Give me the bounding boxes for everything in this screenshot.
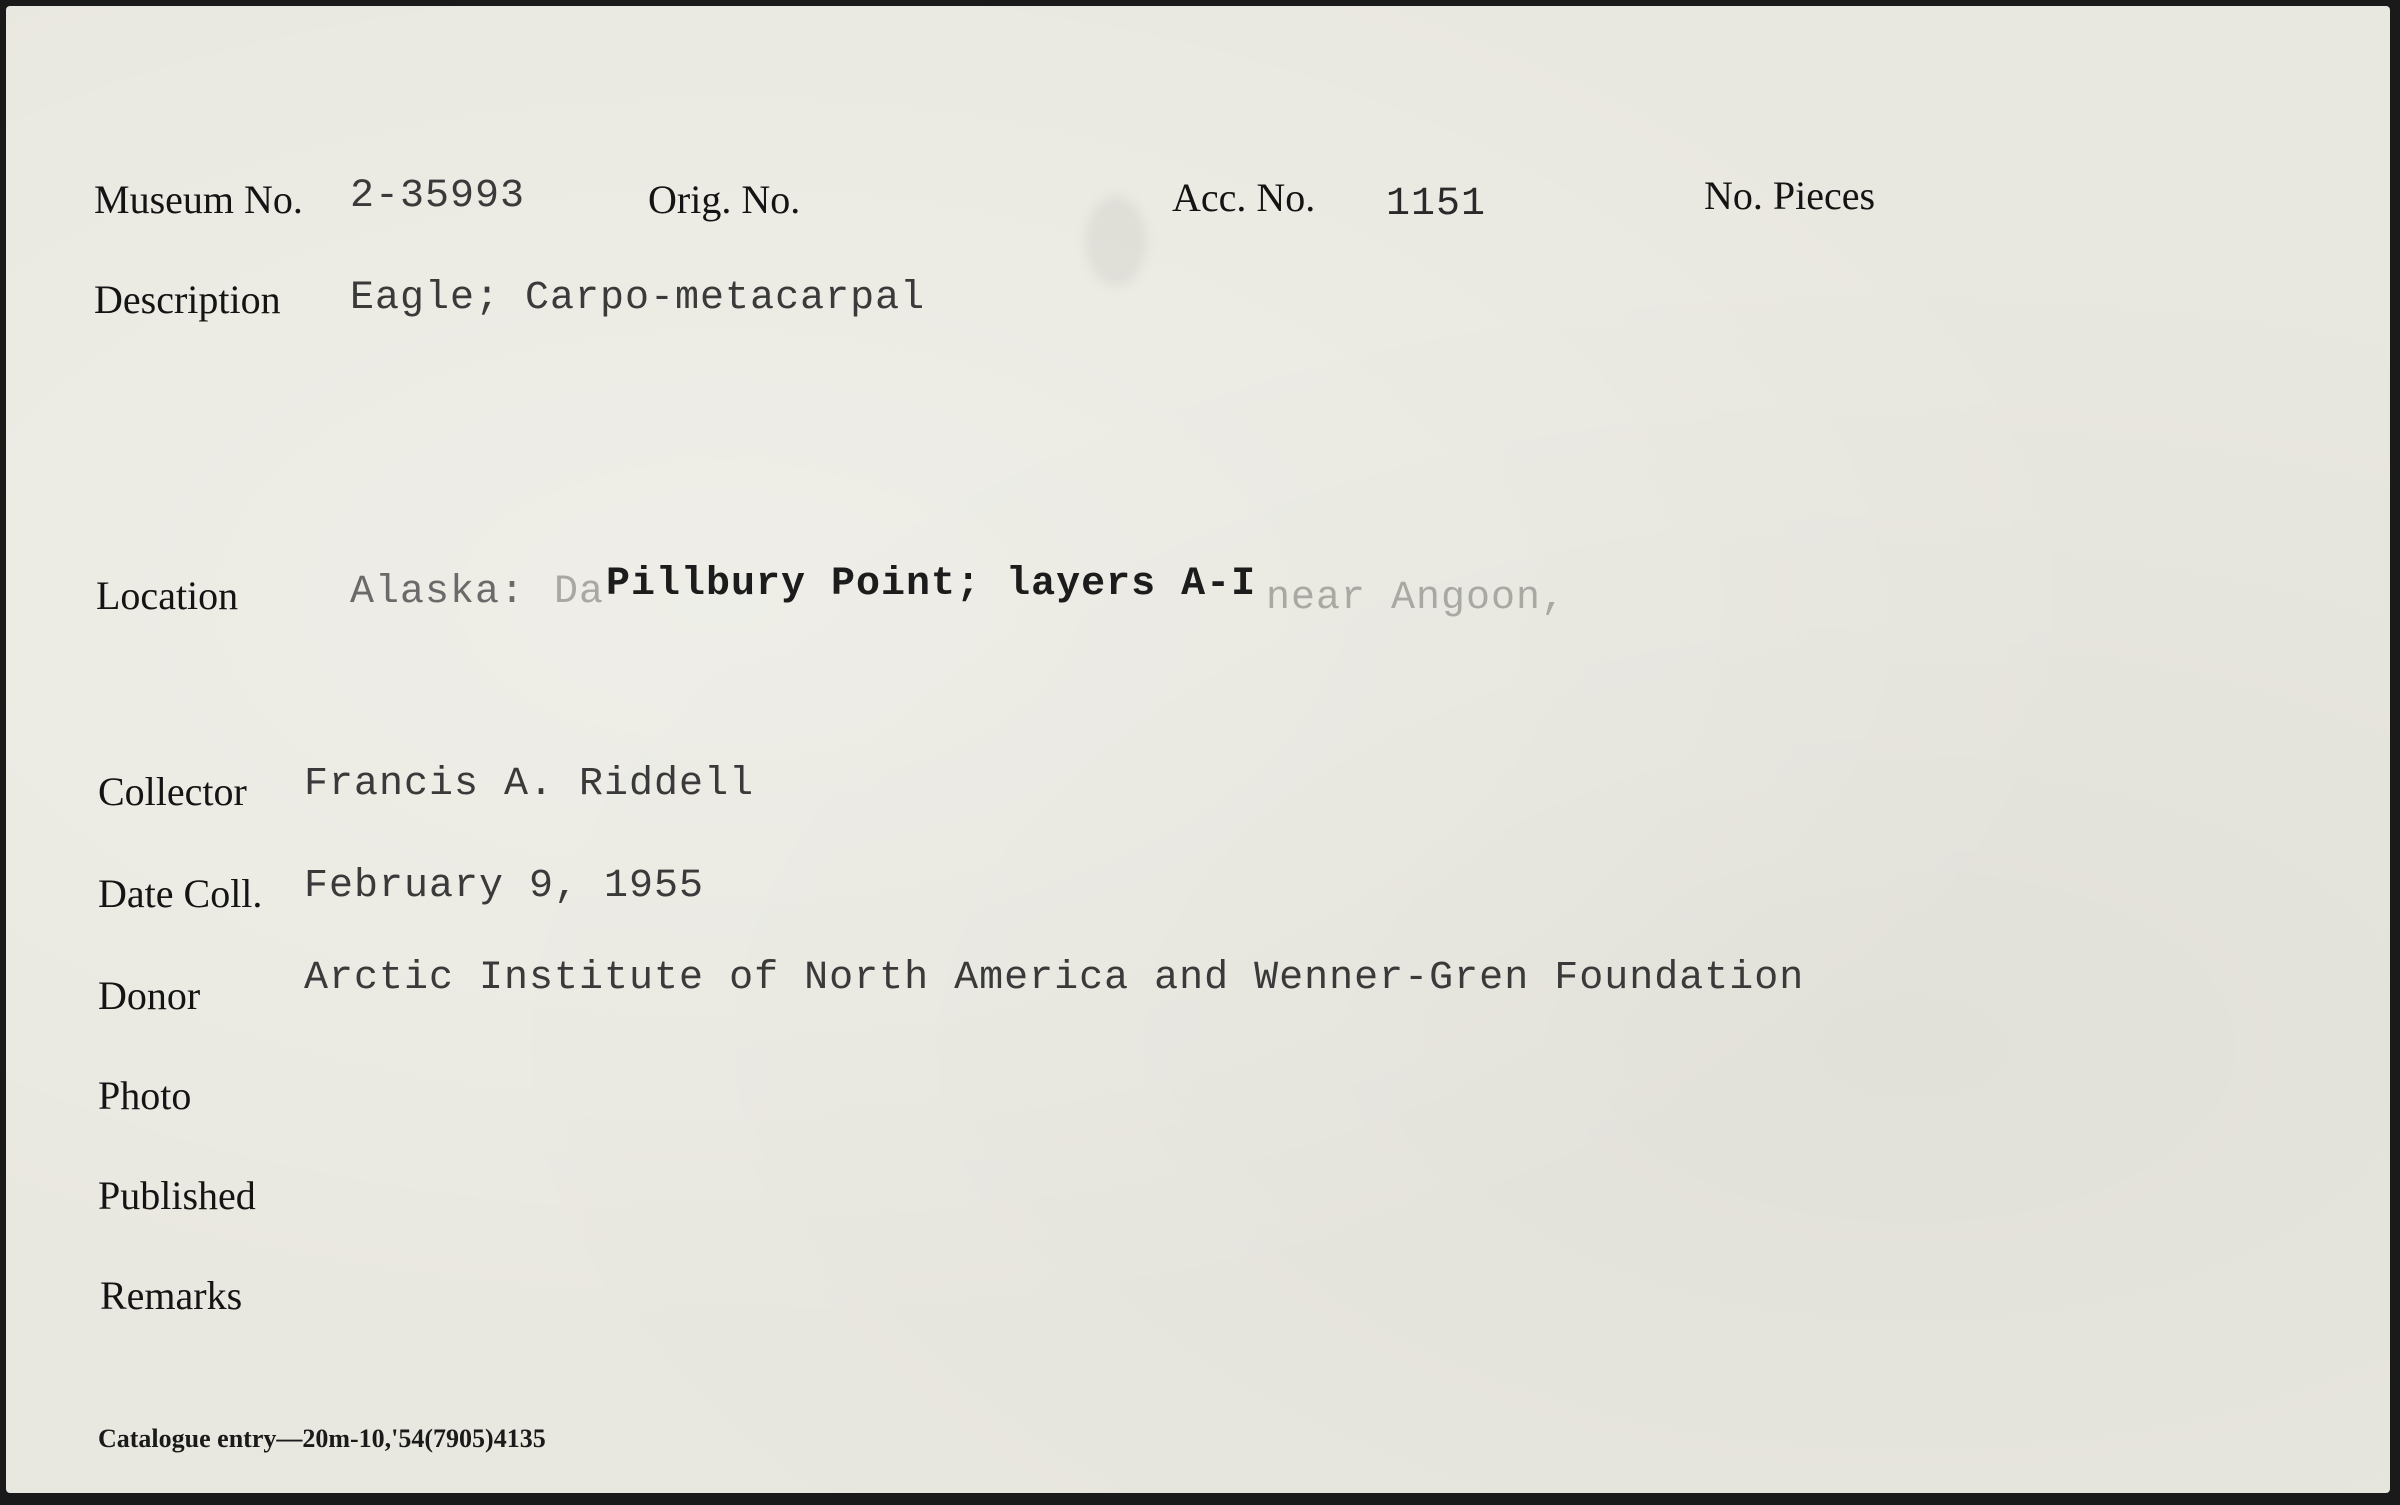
museum-no-value: 2-35993: [350, 174, 526, 219]
description-label: Description: [94, 277, 281, 322]
date-coll-value: February 9, 1955: [304, 864, 705, 909]
remarks-label: Remarks: [100, 1273, 243, 1318]
description-value: Eagle; Carpo-metacarpal: [350, 276, 926, 321]
donor-label: Donor: [98, 973, 201, 1018]
catalogue-card: [6, 6, 2390, 1493]
location-value: Pillbury Point; layers A-I: [606, 562, 1257, 607]
museum-no-label: Museum No.: [94, 177, 303, 222]
orig-no-label: Orig. No.: [648, 177, 801, 222]
collector-value: Francis A. Riddell: [304, 762, 755, 807]
acc-no-label: Acc. No.: [1172, 175, 1316, 220]
no-pieces-label: No. Pieces: [1704, 173, 1876, 218]
photo-label: Photo: [98, 1073, 192, 1118]
acc-no-value: 1151: [1386, 182, 1487, 227]
location-struck-a: Da: [554, 570, 605, 615]
location-prefix: Alaska:: [350, 570, 526, 615]
collector-label: Collector: [98, 769, 247, 814]
donor-value: Arctic Institute of North America and Wenner-Gren Foundation: [304, 956, 1805, 1001]
date-coll-label: Date Coll.: [98, 871, 263, 916]
ink-smudge: [1086, 196, 1146, 286]
location-struck-b: near Angoon,: [1266, 576, 1567, 621]
location-label: Location: [96, 573, 239, 618]
catalogue-footer: Catalogue entry—20m-10,'54(7905)4135: [98, 1424, 546, 1453]
published-label: Published: [98, 1173, 256, 1218]
